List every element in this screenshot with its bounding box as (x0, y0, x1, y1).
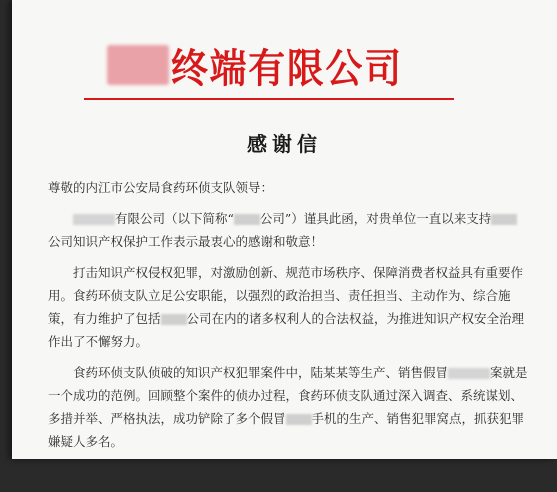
redacted-text (448, 368, 490, 379)
redacted-text (234, 214, 260, 225)
redacted-text (286, 414, 312, 425)
company-name: 终端有限公司 (171, 45, 403, 92)
paragraph-1: 有限公司（以下简称“ 公司”）谨具此函，对贵单位一直以来支持公司知识产权保护工作表示最衷心的感谢和敬意！ (48, 207, 529, 253)
redacted-text (161, 314, 187, 325)
paragraph-2: 打击知识产权侵权犯罪，对激励创新、规范市场秩序、保障消费者权益具有重要作用。食药环侦支队立足公安职能，以强烈的政治担当、责任担当、主动作为、综合施策，有力维护了包括 公司在内的诸多权利人的合法权益，为推进知识产权安全治理作出了不懈努力。 (48, 265, 525, 349)
letter-title: 感谢信 (247, 132, 322, 156)
paragraph-4: 中流击水，奋楫者进。我司深信，通过内江市公安局食药环侦支队卓 (73, 465, 449, 480)
letter-page (12, 0, 557, 480)
paragraph-3: 食药环侦支队侦破的知识产权犯罪案件中，陆某某等生产、销售假冒 案就是一个成功的范例。回顾整个案件的侦办过程，食药环侦支队通过深入调查、系统谋划、多措并举、严格执法，成功铲除了多个假冒 手机的生产、销售犯罪窝点，抓获犯罪嫌疑人多名。 (48, 365, 528, 449)
letterhead-rule (84, 98, 454, 100)
salutation: 尊敬的内江市公安局食药环侦支队领导： (48, 180, 274, 195)
redacted-company-prefix (107, 45, 169, 85)
redacted-text (73, 214, 115, 225)
letter-body (48, 176, 529, 492)
redacted-text (491, 214, 517, 225)
letterhead (107, 36, 467, 94)
